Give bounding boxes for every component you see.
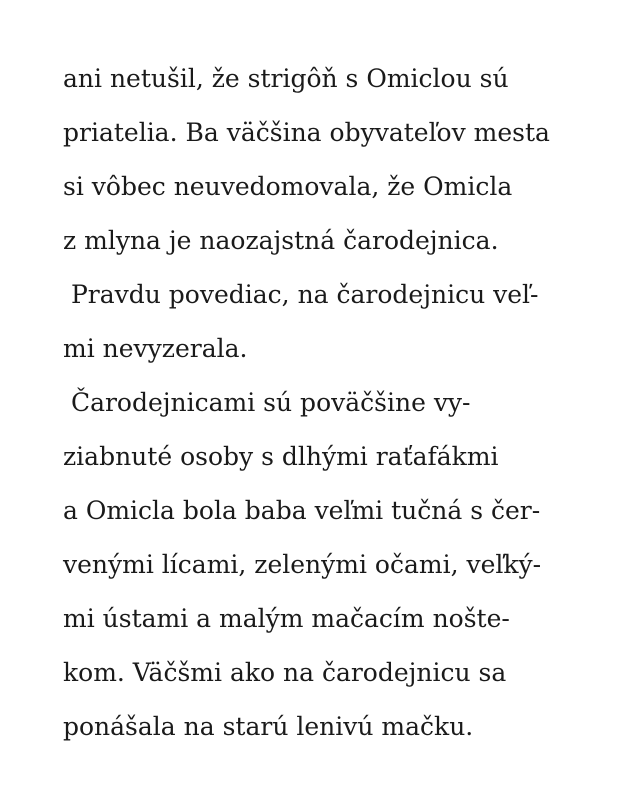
- text-line: mi ústami a malým mačacím nošte-: [63, 604, 510, 633]
- text-line: kom. Väčšmi ako na čarodejnicu sa: [63, 658, 507, 687]
- text-line: Čarodejnicami sú poväčšine vy-: [63, 388, 471, 417]
- text-line: ani netušil, že strigôň s Omiclou sú: [63, 64, 509, 93]
- body-text: [63, 52, 623, 754]
- text-line: priatelia. Ba väčšina obyvateľov mesta: [63, 118, 550, 147]
- text-line: venými lícami, zelenými očami, veľký-: [63, 550, 542, 579]
- text-line: ponášala na starú lenivú mačku.: [63, 712, 474, 741]
- text-line: Pravdu povediac, na čarodejnicu veľ-: [63, 280, 539, 309]
- text-line: ziabnuté osoby s dlhými raťafákmi: [63, 442, 499, 471]
- text-line: a Omicla bola baba veľmi tučná s čer-: [63, 496, 541, 525]
- text-line: mi nevyzerala.: [63, 334, 248, 363]
- text-line: si vôbec neuvedomovala, že Omicla: [63, 172, 513, 201]
- text-line: z mlyna je naozajstná čarodejnica.: [63, 226, 499, 255]
